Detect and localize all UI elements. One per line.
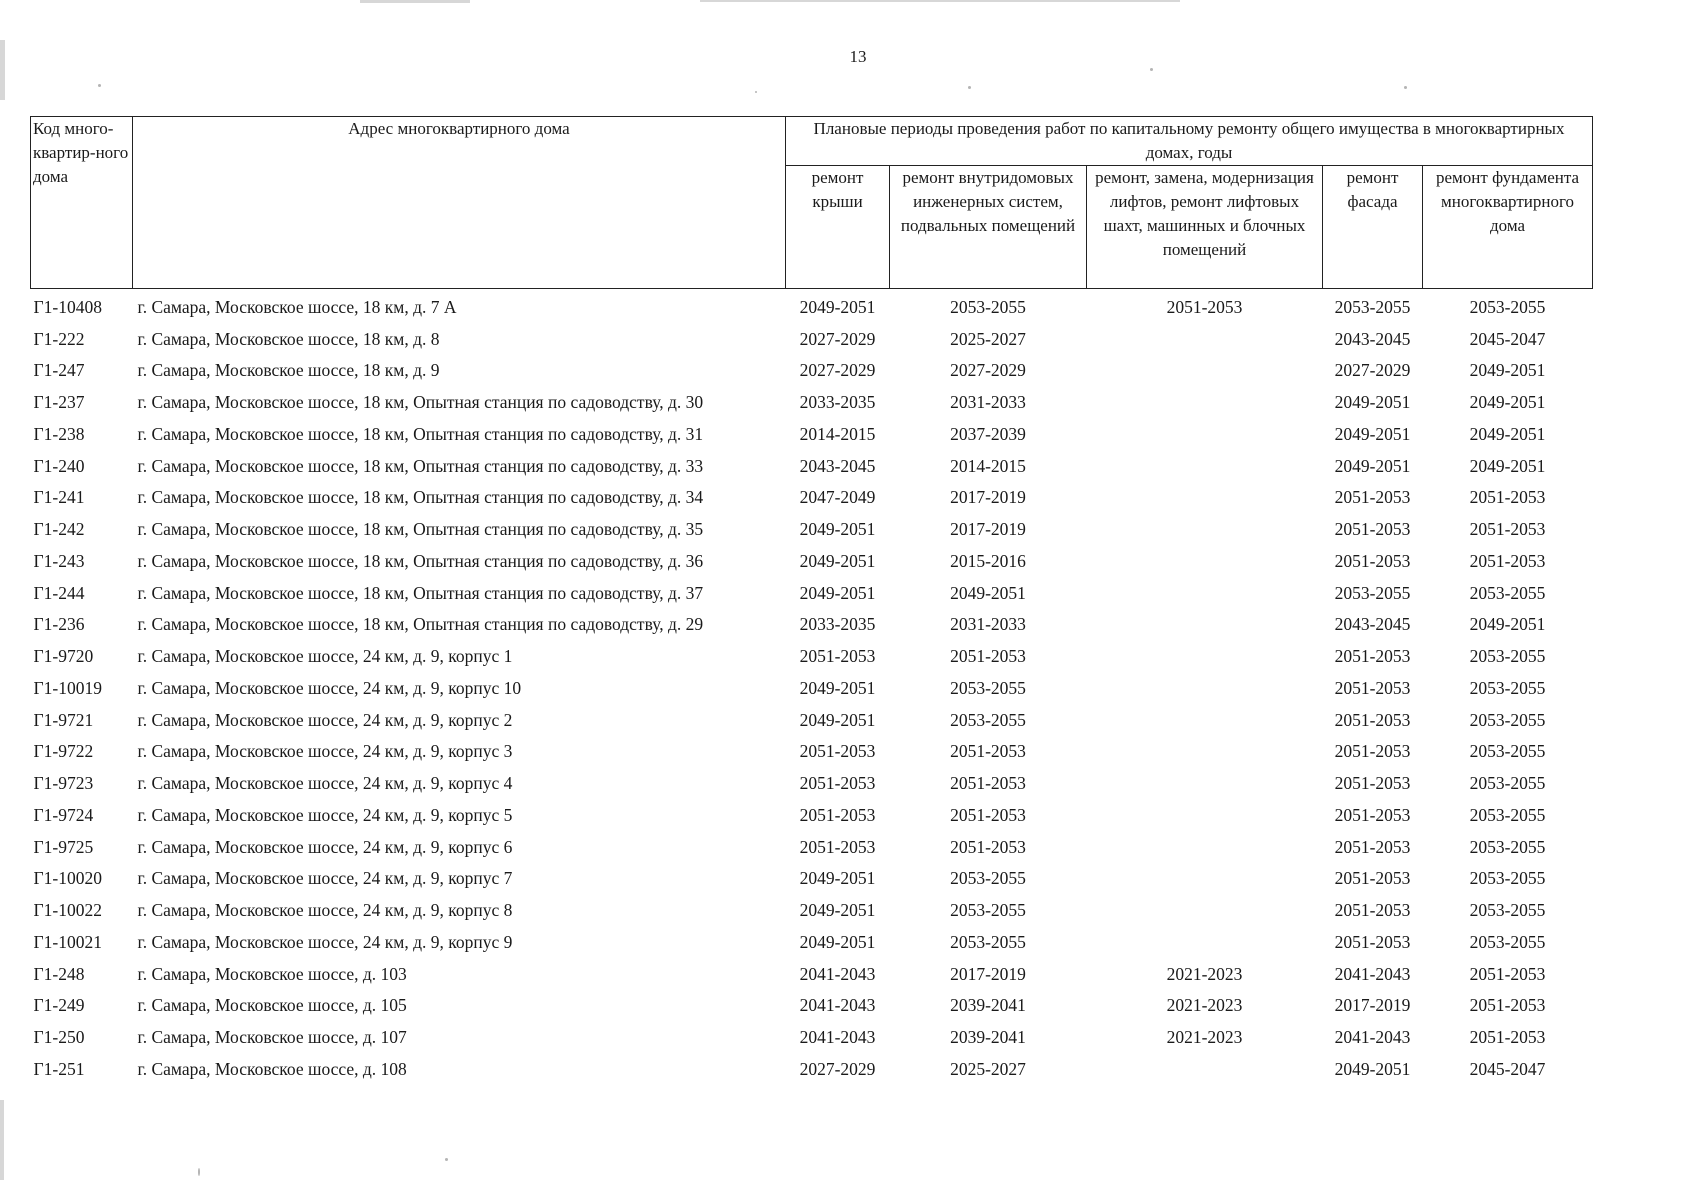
foundation-period-cell: 2053-2055 [1469, 804, 1546, 825]
building-code-cell: Г1-237 [33, 392, 85, 413]
building-code-cell: Г1-240 [33, 455, 85, 476]
engineering-period-cell: 2053-2055 [950, 709, 1026, 730]
address-cell: г. Самара, Московское шоссе, 24 км, д. 9, корпус 3 [137, 741, 513, 762]
facade-period-cell: 2041-2043 [1334, 1027, 1411, 1048]
address-cell: г. Самара, Московское шоссе, д. 103 [137, 963, 407, 984]
table-row [31, 609, 1593, 641]
engineering-period-cell: 2049-2051 [950, 582, 1026, 603]
foundation-period-cell: 2053-2055 [1469, 296, 1546, 317]
engineering-period-cell: 2025-2027 [950, 328, 1026, 349]
elevator-period-cell [1087, 767, 1323, 799]
foundation-period-cell: 2053-2055 [1469, 773, 1546, 794]
address-cell: г. Самара, Московское шоссе, 18 км, Опытная станция по садоводству, д. 34 [137, 487, 704, 508]
engineering-period-cell: 2039-2041 [950, 995, 1026, 1016]
building-code-cell: Г1-9720 [33, 646, 94, 667]
elevator-period-cell [1087, 450, 1323, 482]
address-cell: г. Самара, Московское шоссе, 24 км, д. 9, корпус 8 [137, 900, 513, 921]
building-code-cell: Г1-244 [33, 582, 85, 603]
facade-period-cell: 2049-2051 [1334, 1058, 1411, 1079]
elevator-period-cell: 2021-2023 [1166, 1027, 1243, 1048]
elevator-period-cell: 2051-2053 [1166, 296, 1243, 317]
table-row [31, 863, 1593, 895]
elevator-period-cell [1087, 513, 1323, 545]
engineering-period-cell: 2017-2019 [950, 963, 1026, 984]
facade-period-cell: 2051-2053 [1334, 931, 1411, 952]
engineering-period-cell: 2051-2053 [950, 773, 1026, 794]
roof-period-cell: 2051-2053 [799, 741, 876, 762]
roof-period-cell: 2049-2051 [799, 868, 876, 889]
elevator-period-cell: 2021-2023 [1166, 995, 1243, 1016]
address-cell: г. Самара, Московское шоссе, 24 км, д. 9, корпус 1 [137, 646, 513, 667]
table-row [31, 418, 1593, 450]
header-engineering-repair: ремонт внутридомовых инженерных систем, подвальных помещений [890, 166, 1087, 289]
foundation-period-cell: 2053-2055 [1469, 582, 1546, 603]
facade-period-cell: 2053-2055 [1334, 582, 1411, 603]
elevator-period-cell [1087, 577, 1323, 609]
roof-period-cell: 2041-2043 [799, 963, 876, 984]
foundation-period-cell: 2053-2055 [1469, 868, 1546, 889]
roof-period-cell: 2051-2053 [799, 804, 876, 825]
building-code-cell: Г1-9723 [33, 773, 94, 794]
engineering-period-cell: 2053-2055 [950, 931, 1026, 952]
building-code-cell: Г1-236 [33, 614, 85, 635]
header-elevator-repair: ремонт, замена, модернизация лифтов, ремонт лифтовых шахт, машинных и блочных помещений [1087, 166, 1323, 289]
header-planned-periods: Плановые периоды проведения работ по капитальному ремонту общего имущества в многоквартирных домах, годы [786, 117, 1593, 166]
table-row [31, 736, 1593, 768]
elevator-period-cell [1087, 831, 1323, 863]
elevator-period-cell [1087, 799, 1323, 831]
facade-period-cell: 2017-2019 [1334, 995, 1411, 1016]
foundation-period-cell: 2051-2053 [1469, 995, 1546, 1016]
elevator-period-cell [1087, 355, 1323, 387]
address-cell: г. Самара, Московское шоссе, 18 км, Опытная станция по садоводству, д. 36 [137, 550, 704, 571]
facade-period-cell: 2051-2053 [1334, 900, 1411, 921]
roof-period-cell: 2014-2015 [799, 423, 876, 444]
roof-period-cell: 2049-2051 [799, 550, 876, 571]
address-cell: г. Самара, Московское шоссе, 18 км, Опытная станция по садоводству, д. 33 [137, 455, 704, 476]
facade-period-cell: 2051-2053 [1334, 677, 1411, 698]
engineering-period-cell: 2027-2029 [950, 360, 1026, 381]
facade-period-cell: 2051-2053 [1334, 868, 1411, 889]
header-foundation-repair: ремонт фундамента многоквартирного дома [1423, 166, 1593, 289]
scan-speck [968, 86, 971, 89]
foundation-period-cell: 2045-2047 [1469, 1058, 1546, 1079]
engineering-period-cell: 2053-2055 [950, 296, 1026, 317]
roof-period-cell: 2027-2029 [799, 328, 876, 349]
address-cell: г. Самара, Московское шоссе, 24 км, д. 9, корпус 6 [137, 836, 513, 857]
facade-period-cell: 2051-2053 [1334, 804, 1411, 825]
address-cell: г. Самара, Московское шоссе, 18 км, Опытная станция по садоводству, д. 31 [137, 423, 704, 444]
engineering-period-cell: 2017-2019 [950, 487, 1026, 508]
engineering-period-cell: 2039-2041 [950, 1027, 1026, 1048]
header-address: Адрес многоквартирного дома [133, 117, 786, 289]
building-code-cell: Г1-242 [33, 519, 85, 540]
building-code-cell: Г1-247 [33, 360, 85, 381]
elevator-period-cell [1087, 386, 1323, 418]
address-cell: г. Самара, Московское шоссе, д. 105 [137, 995, 407, 1016]
scan-edge-left [0, 1100, 4, 1180]
address-cell: г. Самара, Московское шоссе, д. 107 [137, 1027, 407, 1048]
scan-speck [98, 84, 101, 87]
building-code-cell: Г1-9722 [33, 741, 94, 762]
building-code-cell: Г1-250 [33, 1027, 85, 1048]
foundation-period-cell: 2053-2055 [1469, 677, 1546, 698]
table-row [31, 1053, 1593, 1085]
roof-period-cell: 2049-2051 [799, 582, 876, 603]
table-row [31, 926, 1593, 958]
capital-repair-schedule-table [30, 116, 1593, 1085]
facade-period-cell: 2051-2053 [1334, 709, 1411, 730]
roof-period-cell: 2049-2051 [799, 931, 876, 952]
engineering-period-cell: 2051-2053 [950, 804, 1026, 825]
building-code-cell: Г1-10019 [33, 677, 102, 698]
engineering-period-cell: 2051-2053 [950, 646, 1026, 667]
facade-period-cell: 2043-2045 [1334, 614, 1411, 635]
facade-period-cell: 2053-2055 [1334, 296, 1411, 317]
table-row [31, 672, 1593, 704]
table-row [31, 767, 1593, 799]
foundation-period-cell: 2051-2053 [1469, 519, 1546, 540]
foundation-period-cell: 2053-2055 [1469, 931, 1546, 952]
building-code-cell: Г1-241 [33, 487, 85, 508]
building-code-cell: Г1-10021 [33, 931, 102, 952]
facade-period-cell: 2027-2029 [1334, 360, 1411, 381]
facade-period-cell: 2049-2051 [1334, 392, 1411, 413]
roof-period-cell: 2043-2045 [799, 455, 876, 476]
header-facade-repair: ремонт фасада [1323, 166, 1423, 289]
engineering-period-cell: 2015-2016 [950, 550, 1026, 571]
building-code-cell: Г1-10022 [33, 900, 102, 921]
address-cell: г. Самара, Московское шоссе, 18 км, Опытная станция по садоводству, д. 35 [137, 519, 704, 540]
elevator-period-cell [1087, 609, 1323, 641]
table-row [31, 831, 1593, 863]
table-row [31, 323, 1593, 355]
facade-period-cell: 2043-2045 [1334, 328, 1411, 349]
scan-speck [445, 1158, 448, 1161]
roof-period-cell: 2047-2049 [799, 487, 876, 508]
roof-period-cell: 2049-2051 [799, 677, 876, 698]
address-cell: г. Самара, Московское шоссе, 24 км, д. 9, корпус 10 [137, 677, 522, 698]
building-code-cell: Г1-10020 [33, 868, 102, 889]
roof-period-cell: 2051-2053 [799, 773, 876, 794]
address-cell: г. Самара, Московское шоссе, 18 км, Опытная станция по садоводству, д. 29 [137, 614, 704, 635]
foundation-period-cell: 2049-2051 [1469, 392, 1546, 413]
foundation-period-cell: 2049-2051 [1469, 614, 1546, 635]
roof-period-cell: 2049-2051 [799, 900, 876, 921]
facade-period-cell: 2051-2053 [1334, 646, 1411, 667]
address-cell: г. Самара, Московское шоссе, 18 км, д. 9 [137, 360, 440, 381]
table-row [31, 640, 1593, 672]
address-cell: г. Самара, Московское шоссе, 18 км, д. 8 [137, 328, 440, 349]
building-code-cell: Г1-251 [33, 1058, 85, 1079]
building-code-cell: Г1-249 [33, 995, 85, 1016]
address-cell: г. Самара, Московское шоссе, д. 108 [137, 1058, 407, 1079]
foundation-period-cell: 2053-2055 [1469, 646, 1546, 667]
table-body [31, 289, 1593, 1085]
building-code-cell: Г1-222 [33, 328, 85, 349]
address-cell: г. Самара, Московское шоссе, 18 км, Опытная станция по садоводству, д. 37 [137, 582, 704, 603]
scan-speck [198, 1168, 200, 1176]
elevator-period-cell [1087, 704, 1323, 736]
table-row [31, 545, 1593, 577]
elevator-period-cell [1087, 1053, 1323, 1085]
foundation-period-cell: 2049-2051 [1469, 423, 1546, 444]
facade-period-cell: 2051-2053 [1334, 550, 1411, 571]
roof-period-cell: 2051-2053 [799, 646, 876, 667]
foundation-period-cell: 2051-2053 [1469, 487, 1546, 508]
elevator-period-cell [1087, 736, 1323, 768]
engineering-period-cell: 2031-2033 [950, 614, 1026, 635]
address-cell: г. Самара, Московское шоссе, 24 км, д. 9, корпус 7 [137, 868, 513, 889]
table-row [31, 990, 1593, 1022]
engineering-period-cell: 2053-2055 [950, 900, 1026, 921]
foundation-period-cell: 2051-2053 [1469, 1027, 1546, 1048]
foundation-period-cell: 2049-2051 [1469, 455, 1546, 476]
facade-period-cell: 2041-2043 [1334, 963, 1411, 984]
address-cell: г. Самара, Московское шоссе, 18 км, д. 7 А [137, 296, 457, 317]
roof-period-cell: 2041-2043 [799, 995, 876, 1016]
facade-period-cell: 2051-2053 [1334, 741, 1411, 762]
elevator-period-cell [1087, 672, 1323, 704]
header-building-code: Код много-квартир-ного дома [31, 117, 133, 289]
building-code-cell: Г1-248 [33, 963, 85, 984]
elevator-period-cell [1087, 545, 1323, 577]
elevator-period-cell [1087, 926, 1323, 958]
elevator-period-cell [1087, 894, 1323, 926]
roof-period-cell: 2049-2051 [799, 296, 876, 317]
roof-period-cell: 2049-2051 [799, 709, 876, 730]
address-cell: г. Самара, Московское шоссе, 18 км, Опытная станция по садоводству, д. 30 [137, 392, 704, 413]
roof-period-cell: 2041-2043 [799, 1027, 876, 1048]
table-row [31, 799, 1593, 831]
roof-period-cell: 2051-2053 [799, 836, 876, 857]
elevator-period-cell [1087, 418, 1323, 450]
table-row [31, 958, 1593, 990]
elevator-period-cell: 2021-2023 [1166, 963, 1243, 984]
table-row [31, 704, 1593, 736]
page-number: 13 [849, 47, 867, 66]
engineering-period-cell: 2014-2015 [950, 455, 1026, 476]
table-row [31, 1021, 1593, 1053]
table-row [31, 513, 1593, 545]
roof-period-cell: 2033-2035 [799, 392, 876, 413]
address-cell: г. Самара, Московское шоссе, 24 км, д. 9, корпус 2 [137, 709, 513, 730]
facade-period-cell: 2051-2053 [1334, 836, 1411, 857]
building-code-cell: Г1-9724 [33, 804, 94, 825]
foundation-period-cell: 2051-2053 [1469, 550, 1546, 571]
facade-period-cell: 2049-2051 [1334, 455, 1411, 476]
foundation-period-cell: 2045-2047 [1469, 328, 1546, 349]
roof-period-cell: 2027-2029 [799, 360, 876, 381]
foundation-period-cell: 2051-2053 [1469, 963, 1546, 984]
header-roof-repair: ремонт крыши [786, 166, 890, 289]
building-code-cell: Г1-243 [33, 550, 85, 571]
roof-period-cell: 2033-2035 [799, 614, 876, 635]
address-cell: г. Самара, Московское шоссе, 24 км, д. 9, корпус 4 [137, 773, 513, 794]
engineering-period-cell: 2025-2027 [950, 1058, 1026, 1079]
table-row [31, 355, 1593, 387]
foundation-period-cell: 2053-2055 [1469, 709, 1546, 730]
engineering-period-cell: 2051-2053 [950, 741, 1026, 762]
engineering-period-cell: 2051-2053 [950, 836, 1026, 857]
building-code-cell: Г1-238 [33, 423, 85, 444]
address-cell: г. Самара, Московское шоссе, 24 км, д. 9, корпус 5 [137, 804, 513, 825]
building-code-cell: Г1-9725 [33, 836, 94, 857]
engineering-period-cell: 2017-2019 [950, 519, 1026, 540]
elevator-period-cell [1087, 482, 1323, 514]
facade-period-cell: 2051-2053 [1334, 773, 1411, 794]
table-row [31, 482, 1593, 514]
scan-speck [755, 91, 757, 93]
elevator-period-cell [1087, 323, 1323, 355]
table-row [31, 386, 1593, 418]
table-row [31, 450, 1593, 482]
foundation-period-cell: 2053-2055 [1469, 900, 1546, 921]
address-cell: г. Самара, Московское шоссе, 24 км, д. 9, корпус 9 [137, 931, 513, 952]
engineering-period-cell: 2031-2033 [950, 392, 1026, 413]
foundation-period-cell: 2049-2051 [1469, 360, 1546, 381]
table-row [31, 577, 1593, 609]
table-row [31, 289, 1593, 323]
engineering-period-cell: 2053-2055 [950, 677, 1026, 698]
scan-speck [1404, 86, 1407, 89]
scan-edge-top [700, 0, 1180, 2]
engineering-period-cell: 2037-2039 [950, 423, 1026, 444]
foundation-period-cell: 2053-2055 [1469, 836, 1546, 857]
elevator-period-cell [1087, 863, 1323, 895]
scan-speck [1150, 68, 1153, 71]
roof-period-cell: 2027-2029 [799, 1058, 876, 1079]
roof-period-cell: 2049-2051 [799, 519, 876, 540]
table-row [31, 894, 1593, 926]
elevator-period-cell [1087, 640, 1323, 672]
scan-edge-top [360, 0, 470, 3]
facade-period-cell: 2051-2053 [1334, 487, 1411, 508]
building-code-cell: Г1-10408 [33, 296, 102, 317]
building-code-cell: Г1-9721 [33, 709, 94, 730]
facade-period-cell: 2051-2053 [1334, 519, 1411, 540]
engineering-period-cell: 2053-2055 [950, 868, 1026, 889]
foundation-period-cell: 2053-2055 [1469, 741, 1546, 762]
facade-period-cell: 2049-2051 [1334, 423, 1411, 444]
